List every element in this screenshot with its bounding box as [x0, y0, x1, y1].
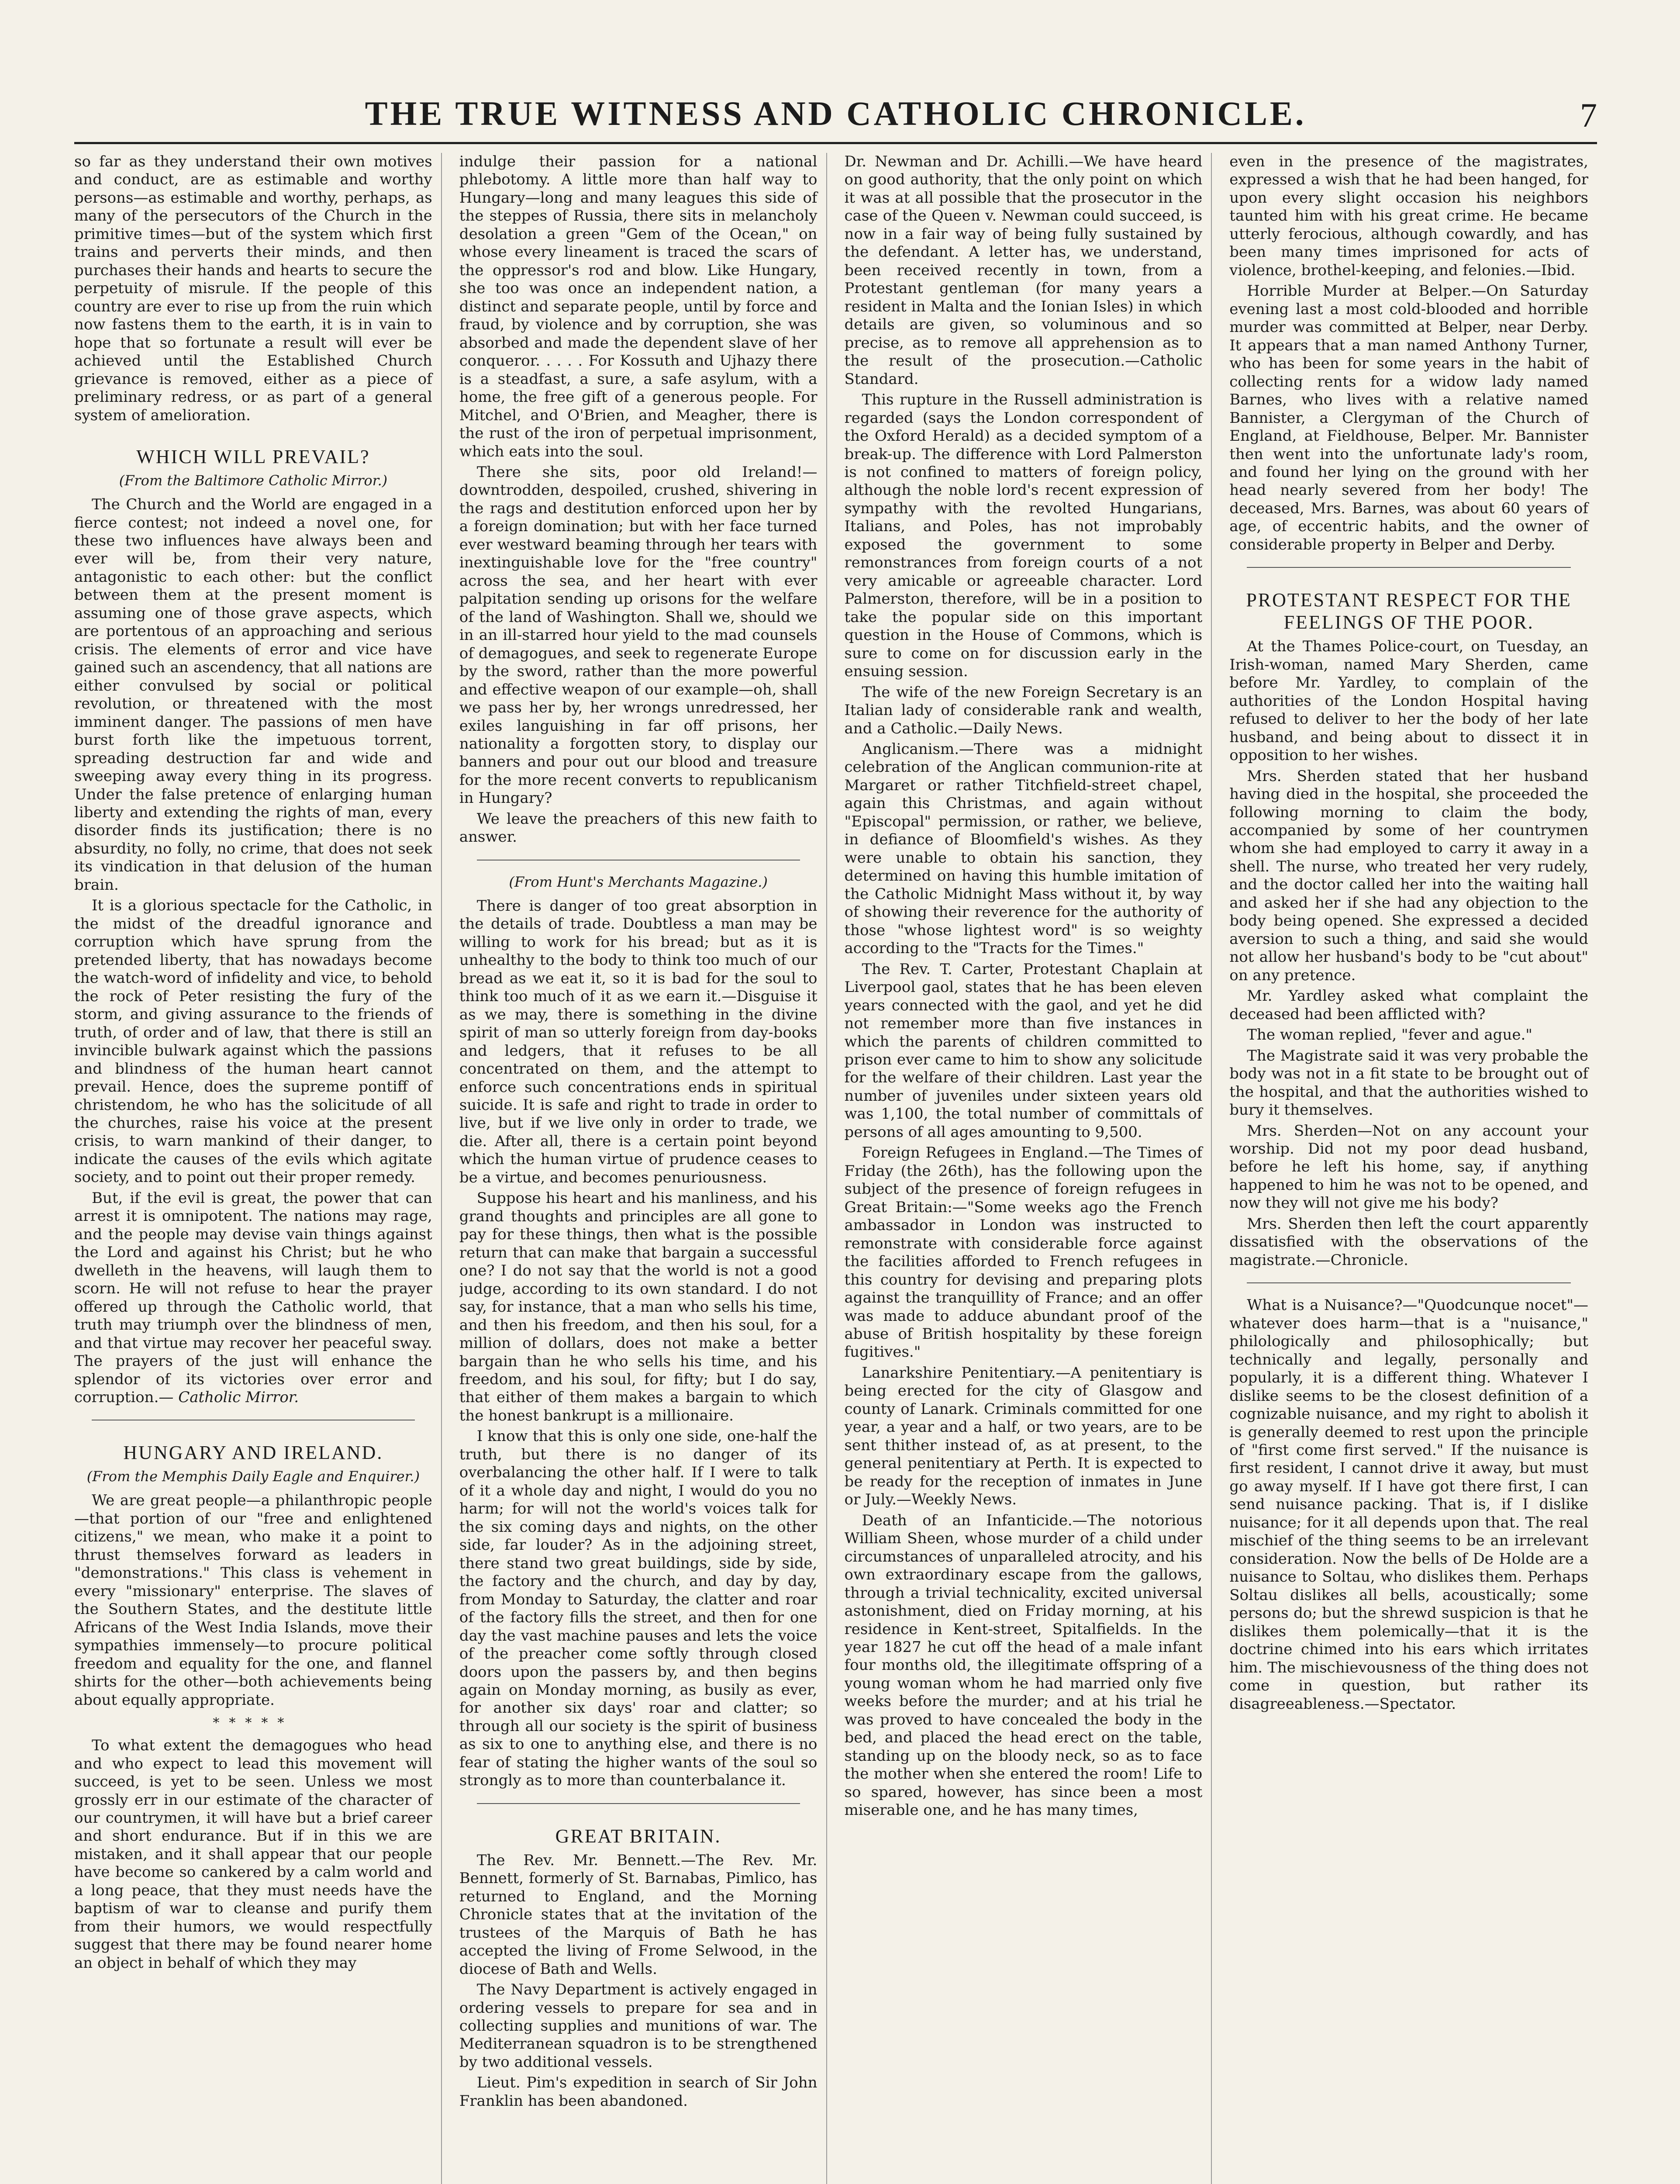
paragraph: To what extent the demagogues who head and who expect to lead this movement will succeed, is yet to be seen. Unless we most grossly err in our estimate of the character of our countrymen, it will have but a brief career and short endurance. But if in this we are mistaken, and it shall appear that our people have become so cankered by a calm world and a long peace, that they must needs have the baptism of war to cleanse and purify them from their humors, we would respectfully suggest that there may be found nearer home an object in behalf of which they may — [74, 1737, 432, 1972]
column-2 — [459, 153, 827, 2184]
paragraph-text: But, if the evil is great, the power that can arrest it is omnipotent. The nations may rage, and the people may devise vain things against the Lord and against his Christ; but he who dwelleth in the heavens, will laugh them to scorn. He will not refuse to hear the prayer offered up through the Catholic world, that truth may triumph over the blindness of men, and that virtue may recover her peaceful sway. The prayers of the just will enhance the splendor of its victories over error and corruption. — [74, 1189, 432, 1406]
article-columns — [74, 153, 1597, 2184]
section-rule — [1247, 1282, 1571, 1283]
separator-stars: ***** — [213, 1715, 294, 1731]
paragraph: Foreign Refugees in England.—The Times of Friday (the 26th), has the following upon the subject of the presence of foreign refugees in Great Britain:—"Some weeks ago the French ambassador in London was instructed to remonstrate with considerable force against the facilities afforded to French refugees in this country for devising and preparing plots against the tranquillity of France; and an offer was made to adduce abundant proof of the abuse of British hospitality by these foreign fugitives." — [844, 1144, 1203, 1361]
paragraph: The Rev. T. Carter, Protestant Chaplain at Liverpool gaol, states that he has been eleven years connected with the gaol, and yet he did not remember more than five instances in which the parents of children committed to prison ever came to him to show any solicitude for the welfare of their children. Last year the number of juveniles under sixteen years old was 1,100, the total number of committals of persons of all ages amounting to 9,500. — [844, 960, 1203, 1141]
heading-which-will-prevail: WHICH WILL PREVAIL? — [136, 446, 370, 468]
paragraph: We are great people—a philanthropic people—that portion of our "free and enlightened citizens," we mean, who make it a point to thrust themselves forward as leaders in "demonstrations." This class is vehement in every "missionary" enterprise. The slaves of the Southern States, and the destitute little Africans of the West India Islands, move their sympathies immensely—to procure political freedom and equality for the one, and flannel shirts for the other—both achievements being about equally appropriate. — [74, 1492, 432, 1709]
source-memphis-eagle: (From the Memphis Daily Eagle and Enquirer.) — [86, 1468, 420, 1485]
paragraph: It is a glorious spectacle for the Catholic, in the midst of the dreadful ignorance and corruption which have sprung from the pretended liberty, that has nowadays become the watch-word of infidelity and vice, to behold the rock of Peter resisting the fury of the storm, and giving assurance to the friends of truth, of order and of law, that there is still an invincible bulwark against which the passions and blindness of the human heart cannot prevail. Hence, does the supreme pontiff of christendom, he who has the solicitude of all the churches, raise his voice at the present crisis, to warn mankind of their danger, to indicate the causes of the evils which agitate society, and to point out their proper remedy. — [74, 897, 432, 1186]
paragraph: Mrs. Sherden then left the court apparently dissatisfied with the observations of the magistrate.—Chronicle. — [1229, 1215, 1588, 1269]
credit: — Catholic Mirror. — [159, 1389, 299, 1406]
paragraph: Lieut. Pim's expedition in search of Sir John Franklin has been abandoned. — [459, 2074, 818, 2110]
paragraph: Dr. Newman and Dr. Achilli.—We have heard on good authority, that the only point on which it was at all possible that the prosecutor in the case of the Queen v. Newman could succeed, is now in a fair way of being fully sustained by the defendant. A letter has, we understand, been received recently in town, from a Protestant gentleman (for many years a resident in Malta and the Ionian Isles) in which details are given, so voluminous and so precise, as to remove all apprehension as to the result of the prosecution.—Catholic Standard. — [844, 153, 1203, 388]
newspaper-title: THE TRUE WITNESS AND CATHOLIC CHRONICLE. — [365, 94, 1307, 132]
column-1 — [74, 153, 442, 2184]
paragraph: Mrs. Sherden stated that her husband having died in the hospital, she proceeded the following morning to claim the body, accompanied by some of her countrymen whom she had employed to carry it away in a shell. The nurse, who treated her very rudely, and the doctor called her into the waiting hall and asked her if she had any objection to the body being opened. She expressed a decided aversion to such a thing, and said she would not allow her husband's body to be "cut about" on any pretence. — [1229, 767, 1588, 984]
paragraph: The Church and the World are engaged in a fierce contest; not indeed a novel one, for these two influences have always been and ever will be, from their very nature, antagonistic to each other: but the conflict between them at the present moment is assuming one of those grave aspects, which are portentous of an approaching and serious crisis. The elements of error and vice have gained such an ascendency, that all nations are either convulsed by social or political revolution, or threatened with the most imminent danger. The passions of men have burst forth like the impetuous torrent, spreading destruction far and wide and sweeping away every thing in its progress. Under the false pretence of enlarging human liberty and extending the rights of man, every disorder finds its justification; there is no absurdity, no folly, no crime, that does not seek its vindication in that delusion of the human brain. — [74, 496, 432, 894]
paragraph: Anglicanism.—There was a midnight celebration of the Anglican communion-rite at Margaret or rather Titchfield-street chapel, again this Christmas, and again without "Episcopal" permission, or rather, we believe, in defiance of Bloomfield's wishes. As they were unable to obtain his sanction, they determined on having this humble imitation of the Catholic Midnight Mass without it, by way of showing their reverence for the authority of those "whose lightest word" is so weighty according to the "Tracts for the Times." — [844, 740, 1203, 957]
paragraph: Horrible Murder at Belper.—On Saturday evening last a most cold-blooded and horrible murder was committed at Belper, near Derby. It appears that a man named Anthony Turner, who has been for some years in the habit of collecting rents for a widow lady named Barnes, who lives with a relative named Bannister, a Clergyman of the Church of England, at Fieldhouse, Belper. Mr. Bannister then went into the unfortunate lady's room, and found her lying on the ground with her head nearly severed from her body! The deceased, Mrs. Barnes, was about 60 years of age, of eccentric habits, and the owner of considerable property in Belper and Derby. — [1229, 282, 1588, 553]
page-number: 7 — [1580, 96, 1597, 134]
section-rule — [1247, 567, 1571, 568]
heading-great-britain: GREAT BRITAIN. — [555, 1825, 721, 1847]
heading-protestant-respect: PROTESTANT RESPECT FOR THE FEELINGS OF THE POOR. — [1246, 589, 1572, 633]
section-rule — [477, 1803, 800, 1804]
paragraph: Mr. Yardley asked what complaint the deceased had been afflicted with? — [1229, 987, 1588, 1023]
paragraph: even in the presence of the magistrates, expressed a wish that he had been hanged, for upon every slight occasion his neighbors taunted him with his great crime. He became utterly ferocious, although cowardly, and has been many times imprisoned for acts of violence, brothel-keeping, and felonies.—Ibid. — [1229, 153, 1588, 279]
paragraph: Mrs. Sherden—Not on any account your worship. Did not my poor dead husband, before he left his home, say, if anything happened to him he was not to be opened, and now they will not give me his body? — [1229, 1122, 1588, 1212]
paragraph: The woman replied, "fever and ague." — [1247, 1026, 1532, 1044]
article-continuation: so far as they understand their own motives and conduct, are as estimable and worthy persons—as estimable and worthy, perhaps, as many of the persecutors of the Church in the primitive times—but of the system which first trains and perverts their minds, and then purchases their hands and hearts to secure the perpetuity of misrule. If the people of this country are ever to rise up from the ruin which now fastens them to the earth, it is in vain to hope that so fortunate a result will ever be achieved until the Established Church grievance is removed, either as a piece of preliminary redress, or as part of a general system of amelioration. — [74, 153, 432, 424]
paragraph: indulge their passion for a national phlebotomy. A little more than half way to Hungary—long and many leagues this side of the steppes of Russia, there sits in melancholy desolation a green "Gem of the Ocean," on whose every lineament is traced the scars of the oppressor's rod and blow. Like Hungary, she too was once an independent nation, a distinct and separate people, until by force and fraud, by violence and by corruption, she was absorbed and made the dependent slave of her conqueror. . . . . For Kossuth and Ujhazy there is a steadfast, a sure, a safe asylum, with a home, the free gift of a generous people. For Mitchel, and O'Brien, and Meagher, there is the rust of the iron of perpetual imprisonment, which eats into the soul. — [459, 153, 818, 460]
paragraph: The wife of the new Foreign Secretary is an Italian lady of considerable rank and wealth, and a Catholic.—Daily News. — [844, 683, 1203, 737]
paragraph: The Navy Department is actively engaged in ordering vessels to prepare for sea and in collecting supplies and munitions of war. The Mediterranean squadron is to be strengthened by two additional vessels. — [459, 1981, 818, 2071]
paragraph: There is danger of too great absorption in the details of trade. Doubtless a man may be willing to work for his bread; but as it is unhealthy to the body to think too much of our bread as we eat it, so it is bad for the soul to think too much of it as we earn it.—Disguise it as we may, there is something in the divine spirit of man so utterly foreign from day-books and ledgers, that it refuses to be all concentrated on them, and the attempt to enforce such concentrations ends in spiritual suicide. It is safe and right to trade in order to live, but if we live only in order to trade, we die. After all, there is a certain point beyond which the human virtue of prudence ceases to be a virtue, and becomes penuriousness. — [459, 897, 818, 1186]
paragraph: This rupture in the Russell administration is regarded (says the London correspondent of the Oxford Herald) as a decided symptom of a break-up. The difference with Lord Palmerston is not confined to matters of foreign policy, although the noble lord's recent expression of sympathy with the revolted Hungarians, Italians, and Poles, has not improbably exposed the government to some remonstrances from foreign courts of a not very amicable or agreeable character. Lord Palmerston, therefore, will be in a position to take the popular side on this important question in the House of Commons, which is sure to come on for discussion early in the ensuing session. — [844, 391, 1203, 681]
paragraph: Suppose his heart and his manliness, and his grand thoughts and principles are all gone to pay for these things, then what is the possible return that can make that bargain a successful one? I do not say that the world is not a good judge, according to its own standard. I do not say, for instance, that a man who sells his time, and then his freedom, and then his soul, for a million of dollars, does not make a better bargain than he who sells his time, and his freedom, and his soul, for fifty; but I do say, that either of them makes a bargain to which the honest bankrupt is a millionaire. — [459, 1189, 818, 1424]
paragraph: There she sits, poor old Ireland!—downtrodden, despoiled, crushed, shivering in the rags and destitution enforced upon her by a foreign domination; but with her face turned ever westward beaming through her tears with inextinguishable love for the "free country" across the sea, and her heart with ever palpitation sending up orisons for the welfare of the land of Washington. Shall we, should we in an ill-starred hour yield to the mad counsels of demagogues, and seek to regenerate Europe by the sword, rather than the more powerful and effective weapon of our example—oh, shall we pass her by, her wrongs unredressed, her exiles languishing in far off prisons, her nationality a forgotten story, to display our banners and pour out our blood and treasure for the more recent converts to republicanism in Hungary? — [459, 463, 818, 807]
paragraph: What is a Nuisance?—"Quodcunque nocet"—whatever does harm—that is a "nuisance," philologically and philosophically; but technically and legally, personally and popularly, it is a different thing. Whatever I dislike seems to be the closest definition of a cognizable nuisance, and my right to abolish it is generally deemed to rest upon the principle of "first come first served." If the nuisance is first resident, I cannot drive it away, but must go away myself. If I have got there first, I can send nuisance packing. That is, if I dislike nuisance; for it all depends upon that. The real mischief of the thing seems to be an irrelevant consideration. Now the bells of De Holde are a nuisance to Soltau, who dislikes them. Perhaps Soltau dislikes all bells, acoustically; some persons do; but the shrewd suspicion is that he dislikes them polemically—that it is the doctrine chimed into his ears which irritates him. The mischievousness of the thing does not come in question, but rather its disagreeableness.—Spectator. — [1229, 1296, 1588, 1713]
paragraph: I know that this is only one side, one-half the truth, but there is no danger of its overbalancing the other half. If I were to talk of it a whole day and night, I would do you no harm; for will not the world's voices talk for the six coming days and nights, on the other side, far louder? As in the adjoining street, there stand two great buildings, side by side, the factory and the church, and day by day, from Monday to Saturday, the clatter and roar of the factory fills the street, and then for one day the vast machine pauses and lets the voice of the preacher come softly through closed doors upon the passers by, and then begins again on Monday morning, as busily as ever, for another six days' roar and clatter; so through all our society is the spirit of business as six to one to anything else, and there is no fear of stating the higher wants of the soul so strongly as to more than counterbalance it. — [459, 1427, 818, 1790]
paragraph: The Rev. Mr. Bennett.—The Rev. Mr. Bennett, formerly of St. Barnabas, Pimlico, has returned to England, and the Morning Chronicle states that at the invitation of the trustees of the Marquis of Bath he has accepted the living of Frome Selwood, in the diocese of Bath and Wells. — [459, 1851, 818, 1978]
heading-hungary-ireland: HUNGARY AND IRELAND. — [123, 1442, 383, 1464]
paragraph: We leave the preachers of this new faith to answer. — [459, 810, 818, 846]
source-baltimore-mirror: (From the Baltimore Catholic Mirror.) — [119, 472, 388, 489]
paragraph: Lanarkshire Penitentiary.—A penitentiary is being erected for the city of Glasgow and county of Lanark. Criminals committed for one year, a year and a half, or two years, are to be sent thither instead of, as at present, to the general penitentiary at Perth. It is expected to be ready for the reception of inmates in June or July.—Weekly News. — [844, 1364, 1203, 1509]
masthead — [74, 94, 1597, 144]
source-hunts-magazine: (From Hunt's Merchants Magazine.) — [509, 873, 768, 890]
paragraph: At the Thames Police-court, on Tuesday, an Irish-woman, named Mary Sherden, came before Mr. Yardley, to complain of the authorities of the London Hospital having refused to deliver to her the body of her late husband, and being about to dissect it in opposition to her wishes. — [1229, 638, 1588, 764]
paragraph — [74, 1189, 432, 1407]
paragraph: Death of an Infanticide.—The notorious William Sheen, whose murder of a child under circumstances of unparalleled atrocity, and his own extraordinary escape from the gallows, through a trivial technicality, excited universal astonishment, died on Friday morning, at his residence in Kent-street, Spitalfields. In the year 1827 he cut off the head of a male infant four months old, the illegitimate offspring of a young woman whom he had married only five weeks before the murder; and at his trial he was proved to have concealed the body in the bed, and placed the head erect on the table, standing up on the bloody neck, so as to face the mother when she entered the room! Life to so spared, however, has since been a most miserable one, and he has many times, — [844, 1511, 1203, 1819]
column-4 — [1229, 153, 1597, 2184]
paragraph: The Magistrate said it was very probable the body was not in a fit state to be brought out of the hospital, and that the authorities wished to bury it themselves. — [1229, 1047, 1588, 1119]
column-3 — [845, 153, 1212, 2184]
